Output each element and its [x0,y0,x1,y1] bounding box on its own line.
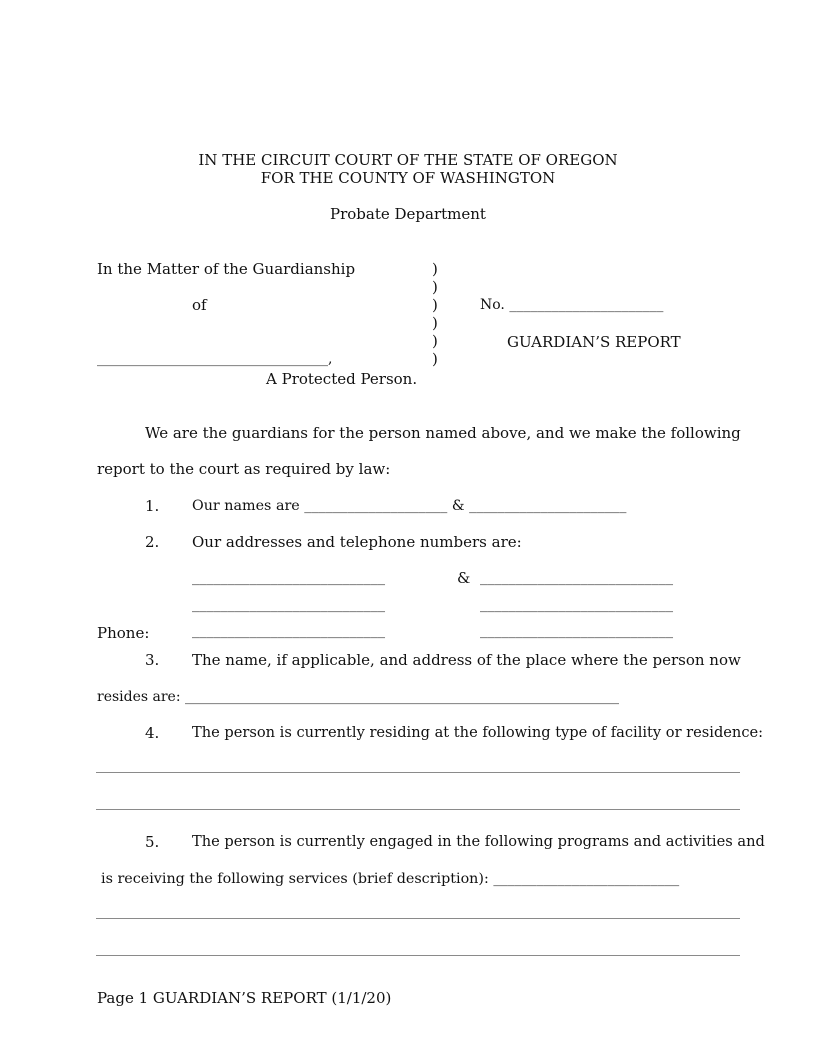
address-line-2-right[interactable]: ___________________________ [480,597,674,613]
report-title: GUARDIAN’S REPORT [507,333,681,351]
department-label: Probate Department [330,205,486,223]
intro-line-2: report to the court as required by law: [97,460,391,478]
facility-answer-line[interactable] [96,772,740,773]
item-3-number: 3. [145,651,160,669]
item-2-text: Our addresses and telephone numbers are: [192,533,522,551]
services-field[interactable]: is receiving the following services (brief description): __________________________ [101,871,680,887]
address-ampersand: & [457,569,471,587]
caption-paren: ) [432,296,438,314]
item-1-names-field[interactable]: Our names are ____________________ & ______________________ [192,498,627,514]
of-label: of [192,296,207,314]
item-4-text: The person is currently residing at the following type of facility or residence: [192,724,764,741]
item-2-number: 2. [145,533,160,551]
address-field-left[interactable]: ___________________________ [192,570,386,586]
services-answer-line[interactable] [96,955,740,956]
item-5-number: 5. [145,833,160,851]
phone-field-right[interactable]: ___________________________ [480,623,674,639]
address-field-right[interactable]: ___________________________ [480,570,674,586]
phone-field-left[interactable]: ___________________________ [192,623,386,639]
address-line-2-left[interactable]: ___________________________ [192,597,386,613]
facility-answer-line[interactable] [96,809,740,810]
court-title-line-1: IN THE CIRCUIT COURT OF THE STATE OF OREGON [198,151,618,169]
caption-paren: ) [432,332,438,350]
item-5-text: The person is currently engaged in the following programs and activities and [192,833,765,850]
protected-person-label: A Protected Person. [266,370,418,388]
caption-paren: ) [432,350,438,368]
item-4-number: 4. [145,724,160,742]
case-number-field[interactable]: No. ______________________ [480,297,664,313]
caption-paren: ) [432,314,438,332]
intro-line-1: We are the guardians for the person named above, and we make the following [145,424,741,442]
caption-paren: ) [432,260,438,278]
item-1-number: 1. [145,497,160,515]
services-answer-line[interactable] [96,918,740,919]
caption-paren: ) [432,278,438,296]
residence-field[interactable]: resides are: ______________________________________________________________ [97,689,620,705]
item-3-text: The name, if applicable, and address of the place where the person now [192,651,741,669]
phone-label: Phone: [97,624,150,642]
court-title-line-2: FOR THE COUNTY OF WASHINGTON [260,169,556,187]
matter-label: In the Matter of the Guardianship [97,260,356,278]
protected-person-name-field[interactable]: _________________________________, [97,351,333,367]
page-footer: Page 1 GUARDIAN’S REPORT (1/1/20) [97,989,392,1007]
